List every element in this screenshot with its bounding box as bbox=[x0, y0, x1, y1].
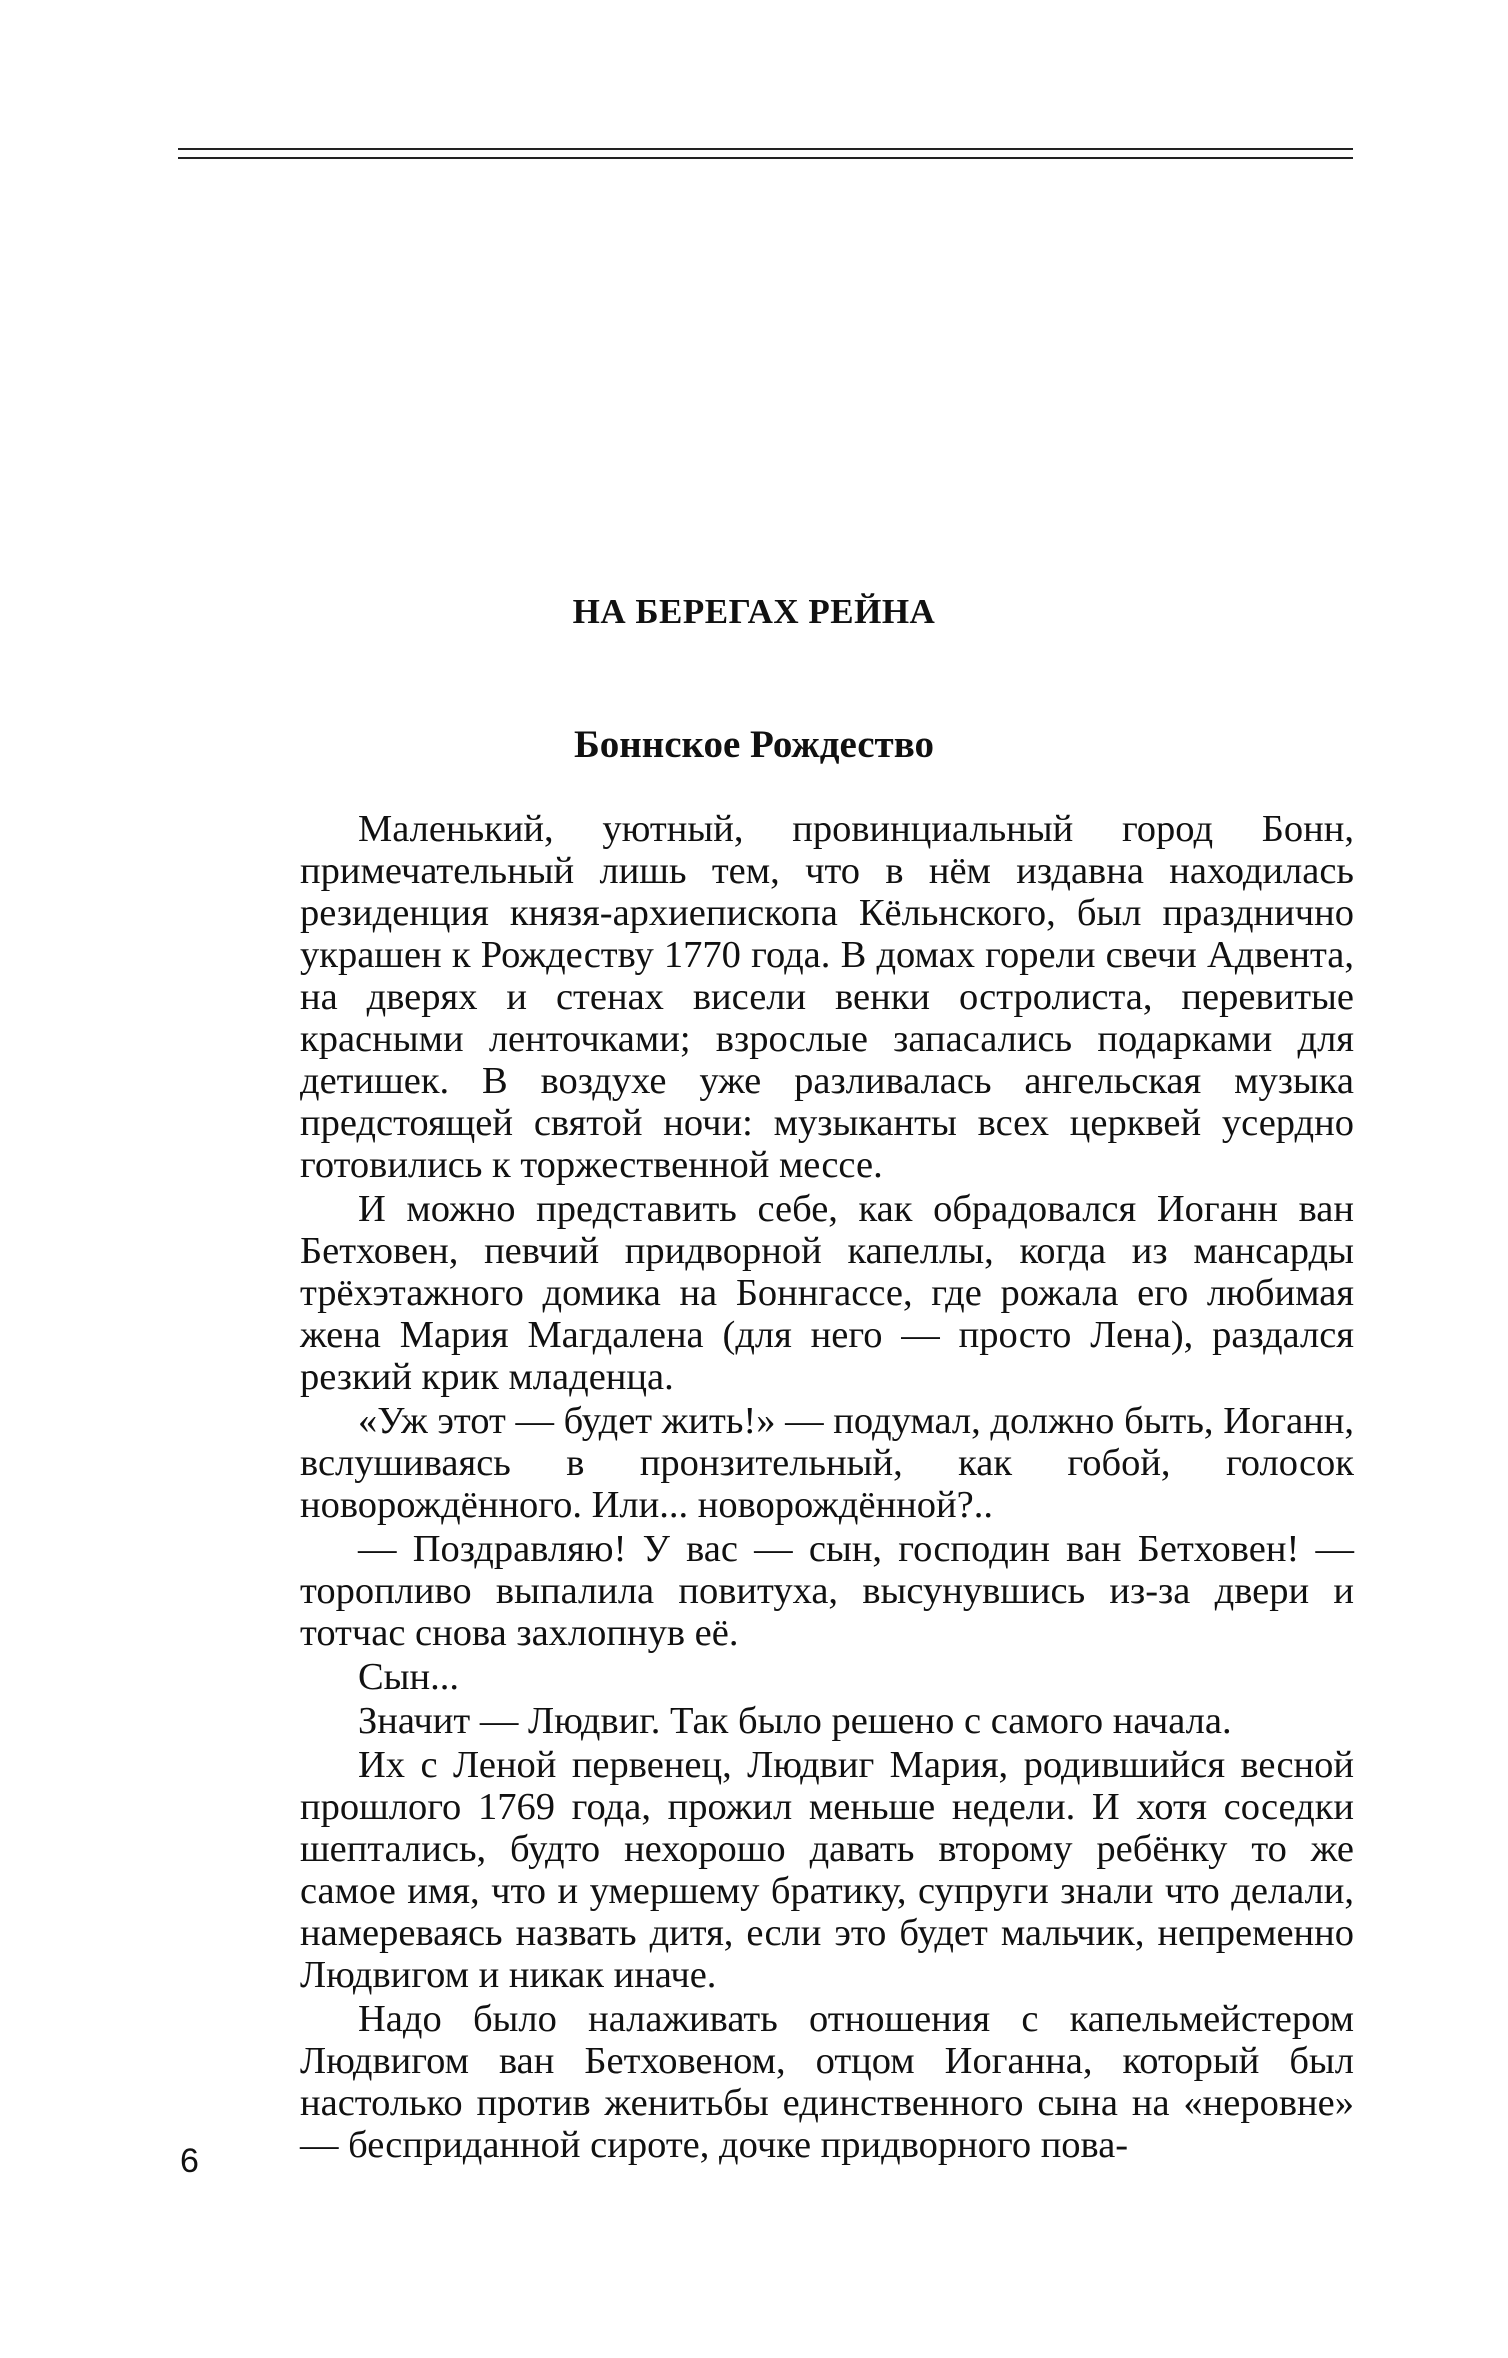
paragraph: Маленький, уютный, провинциальный город Бонн, примечательный лишь тем, что в нём издавна находилась резиденция князя-архиепископа Кёльнского, был празднично украшен к Рождеству 1770 года. В домах горели свечи Адвента, на дверях и стенах висели венки остролиста, перевитые красными ленточками; взрослые запасались подарками для детишек. В воздухе уже разливалась ангельская музыка предстоящей святой ночи: музыканты всех церквей усердно готовились к торжественной мессе. bbox=[300, 808, 1354, 1186]
header-rule-top bbox=[178, 148, 1353, 150]
paragraph: Надо было налаживать отношения с капельмейстером Людвигом ван Бетховеном, отцом Иоганна, который был настолько против женитьбы единственного сына на «неровне» — бесприданной сироте, дочке придворного пова- bbox=[300, 1998, 1354, 2166]
paragraph: Их с Леной первенец, Людвиг Мария, родившийся весной прошлого 1769 года, прожил меньше недели. И хотя соседки шептались, будто нехорошо давать второму ребёнку то же самое имя, что и умершему братику, супруги знали что делали, намереваясь назвать дитя, если это будет мальчик, непременно Людвигом и никак иначе. bbox=[300, 1744, 1354, 1996]
section-title: Боннское Рождество bbox=[574, 723, 934, 766]
chapter-title: НА БЕРЕГАХ РЕЙНА bbox=[572, 592, 936, 631]
header-rule-bottom bbox=[178, 157, 1353, 159]
paragraph: И можно представить себе, как обрадовался Иоганн ван Бетховен, певчий придворной капеллы, когда из мансарды трёхэтажного домика на Боннгассе, где рожала его любимая жена Мария Магдалена (для него — просто Лена), раздался резкий крик младенца. bbox=[300, 1188, 1354, 1398]
paragraph: «Уж этот — будет жить!» — подумал, должно быть, Иоганн, вслушиваясь в пронзительный, как гобой, голосок новорождённого. Или... новорождённой?.. bbox=[300, 1400, 1354, 1526]
paragraph: — Поздравляю! У вас — сын, господин ван Бетховен! — торопливо выпалила повитуха, высунувшись из-за двери и тотчас снова захлопнув её. bbox=[300, 1528, 1354, 1654]
paragraph: Значит — Людвиг. Так было решено с самого начала. bbox=[358, 1700, 1232, 1742]
paragraph: Сын... bbox=[358, 1656, 460, 1698]
page-number: 6 bbox=[180, 2142, 199, 2180]
body-text bbox=[300, 808, 1354, 2166]
